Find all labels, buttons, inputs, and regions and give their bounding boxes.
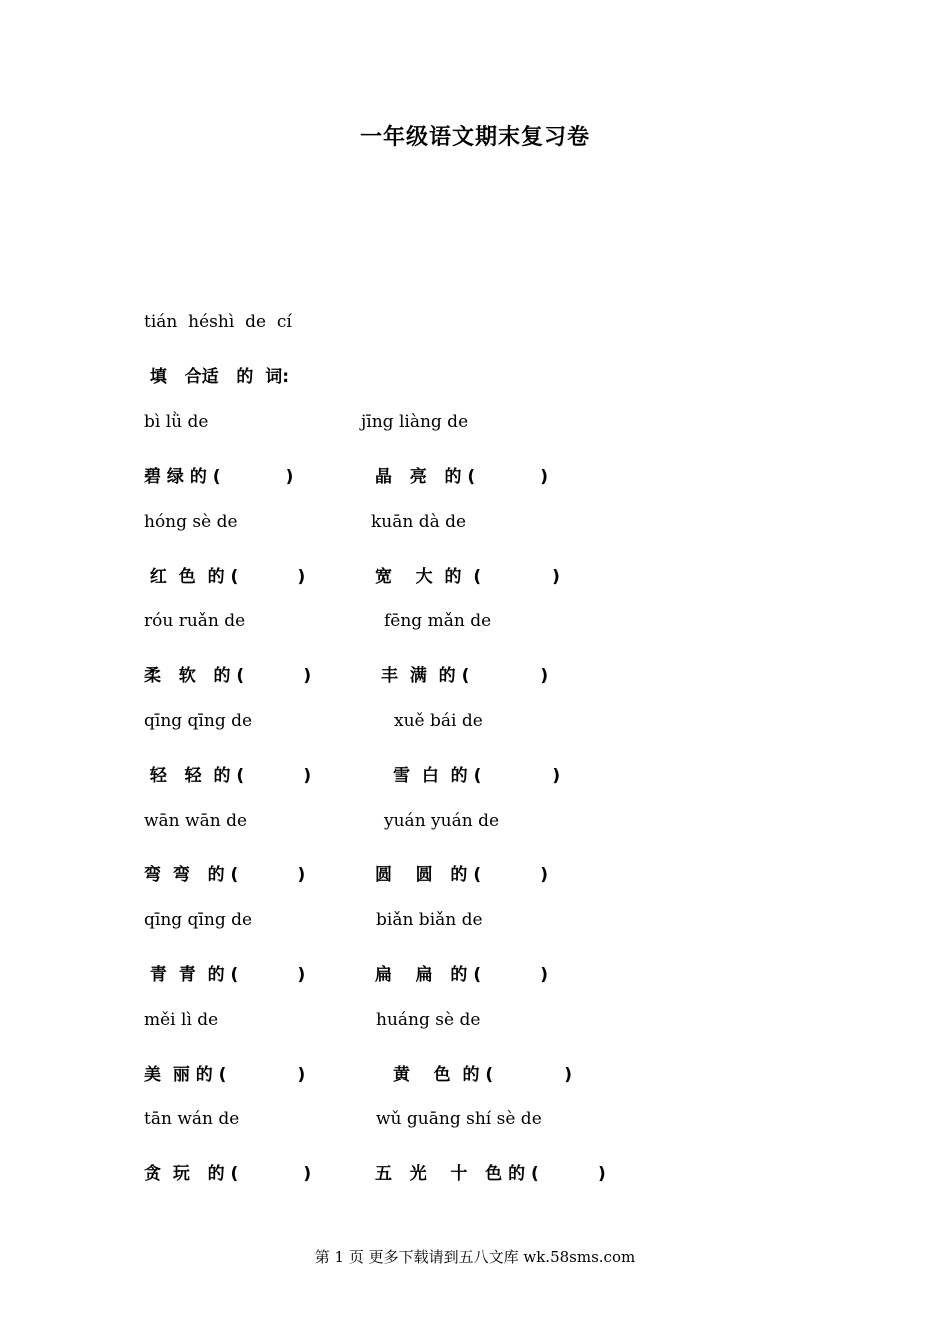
left-pinyin: wān wān de — [144, 811, 248, 831]
left-pinyin: měi lì de — [144, 1010, 219, 1030]
right-fill-blank: 雪 白 的 ( ) — [393, 766, 561, 786]
left-fill-blank: 柔 软 的 ( ) — [144, 666, 312, 686]
left-fill-blank: 弯 弯 的 ( ) — [144, 865, 306, 885]
right-pinyin: huáng sè de — [376, 1010, 481, 1030]
left-pinyin: tān wán de — [144, 1109, 240, 1129]
right-pinyin: kuān dà de — [371, 512, 467, 532]
left-fill-blank: 红 色 的 ( ) — [144, 567, 306, 587]
instruction-hanzi: 填 合适 的 词: — [144, 367, 290, 387]
left-pinyin: hóng sè de — [144, 512, 238, 532]
left-pinyin: róu ruǎn de — [144, 611, 246, 631]
left-pinyin: qīng qīng de — [144, 910, 253, 930]
right-fill-blank: 晶 亮 的 ( ) — [375, 467, 549, 487]
right-pinyin: wǔ guāng shí sè de — [376, 1109, 542, 1129]
right-fill-blank: 丰 满 的 ( ) — [381, 666, 549, 686]
right-fill-blank: 宽 大 的 ( ) — [375, 567, 560, 587]
right-pinyin: xuě bái de — [394, 711, 483, 731]
left-fill-blank: 青 青 的 ( ) — [144, 965, 306, 985]
right-fill-blank: 扁 扁 的 ( ) — [375, 965, 549, 985]
left-fill-blank: 轻 轻 的 ( ) — [144, 766, 312, 786]
left-fill-blank: 碧 绿 的 ( ) — [144, 467, 294, 487]
right-fill-blank: 五 光 十 色 的 ( ) — [375, 1164, 606, 1184]
right-fill-blank: 圆 圆 的 ( ) — [375, 865, 549, 885]
right-pinyin: biǎn biǎn de — [376, 910, 483, 930]
page-title: 一年级语文期末复习卷 — [359, 125, 590, 150]
left-pinyin: bì lǜ de — [144, 412, 209, 432]
left-pinyin: qīng qīng de — [144, 711, 253, 731]
left-fill-blank: 美 丽 的 ( ) — [144, 1065, 306, 1085]
right-pinyin: fēng mǎn de — [384, 611, 492, 631]
right-pinyin: yuán yuán de — [384, 811, 500, 831]
right-pinyin: jīng liàng de — [361, 412, 469, 432]
left-fill-blank: 贪 玩 的 ( ) — [144, 1164, 312, 1184]
instruction-pinyin: tián héshì de cí — [144, 312, 292, 332]
page-footer: 第 1 页 更多下载请到五八文库 wk.58sms.com — [314, 1248, 636, 1266]
right-fill-blank: 黄 色 的 ( ) — [393, 1065, 572, 1085]
